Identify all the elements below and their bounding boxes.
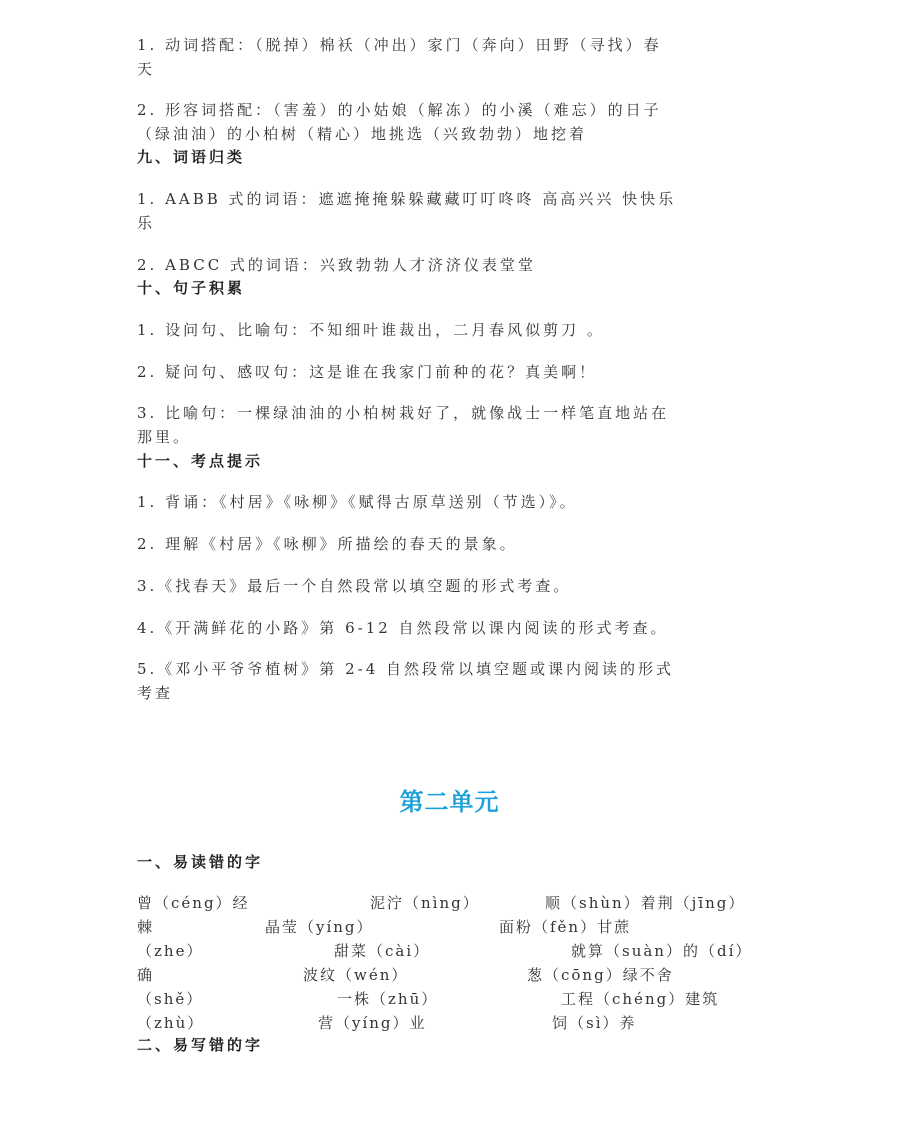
section-heading-word-classification: 九、词语归类 <box>137 148 246 166</box>
grid-cell: 面粉（fěn）甘蔗 <box>499 918 632 936</box>
grid-cell: 棘 <box>137 918 155 936</box>
grid-cell: 晶莹（yíng） <box>265 918 374 936</box>
section-heading-exam-tips: 十一、考点提示 <box>137 452 264 470</box>
grid-cell: 就算（suàn）的（dí） <box>571 942 753 960</box>
exam-tip-4: 4.《开满鲜花的小路》第 6-12 自然段常以课内阅读的形式考查。 <box>137 619 669 637</box>
grid-cell: 营（yíng）业 <box>318 1014 427 1032</box>
unit-title: 第二单元 <box>399 788 500 816</box>
question-exclamation-sentence: 2. 疑问句、感叹句：这是谁在我家门前种的花？真美啊！ <box>137 363 598 381</box>
section-heading-sentence-accumulation: 十、句子积累 <box>137 279 246 297</box>
grid-cell: （shě） <box>137 990 204 1008</box>
grid-cell: （zhù） <box>137 1014 205 1032</box>
grid-cell: 泥泞（nìng） <box>370 894 480 912</box>
grid-cell: 葱（cōng）绿不舍 <box>527 966 674 984</box>
grid-cell: （zhe） <box>137 942 204 960</box>
exam-tip-2: 2. 理解《村居》《咏柳》所描绘的春天的景象。 <box>137 535 518 553</box>
verb-collocation-line-2: 天 <box>137 60 156 78</box>
adjective-collocation-line-2: （绿油油）的小柏树（精心）地挑选（兴致勃勃）地挖着 <box>137 125 588 143</box>
section-heading-miswritten-characters: 二、易写错的字 <box>137 1036 264 1054</box>
aabb-words-line-2: 乐 <box>137 214 156 232</box>
exam-tip-1: 1. 背诵：《村居》《咏柳》《赋得古原草送别（节选）》。 <box>137 493 578 511</box>
grid-cell: 甜菜（cài） <box>334 942 431 960</box>
exam-tip-3: 3.《找春天》最后一个自然段常以填空题的形式考查。 <box>137 577 572 595</box>
adjective-collocation-line-1: 2. 形容词搭配：（害羞）的小姑娘（解冻）的小溪（难忘）的日子 <box>137 101 662 119</box>
rhetorical-simile-sentence: 1. 设问句、比喻句：不知细叶谁裁出，二月春风似剪刀 。 <box>137 321 605 339</box>
verb-collocation-line-1: 1. 动词搭配：（脱掉）棉袄（冲出）家门（奔向）田野（寻找）春 <box>137 36 662 54</box>
misread-characters-grid <box>137 892 777 1036</box>
grid-cell: 一株（zhū） <box>337 990 439 1008</box>
abcc-words-line: 2. ABCC 式的词语：兴致勃勃人才济济仪表堂堂 <box>137 256 536 274</box>
grid-cell: 顺（shùn）着荆（jīng） <box>545 894 746 912</box>
section-heading-misread-characters: 一、易读错的字 <box>137 853 264 871</box>
aabb-words-line-1: 1. AABB 式的词语：遮遮掩掩躲躲藏藏叮叮咚咚 高高兴兴 快快乐 <box>137 190 677 208</box>
grid-cell: 曾（céng）经 <box>137 894 250 912</box>
exam-tip-5-line-1: 5.《邓小平爷爷植树》第 2-4 自然段常以填空题或课内阅读的形式 <box>137 660 675 678</box>
grid-cell: 工程（chéng）建筑 <box>561 990 720 1008</box>
grid-cell: 确 <box>137 966 155 984</box>
exam-tip-5-line-2: 考查 <box>137 684 174 702</box>
grid-cell: 饲（sì）养 <box>552 1014 637 1032</box>
simile-sentence-line-1: 3. 比喻句：一棵绿油油的小柏树栽好了，就像战士一样笔直地站在 <box>137 404 670 422</box>
grid-cell: 波纹（wén） <box>303 966 409 984</box>
simile-sentence-line-2: 那里。 <box>137 428 192 446</box>
